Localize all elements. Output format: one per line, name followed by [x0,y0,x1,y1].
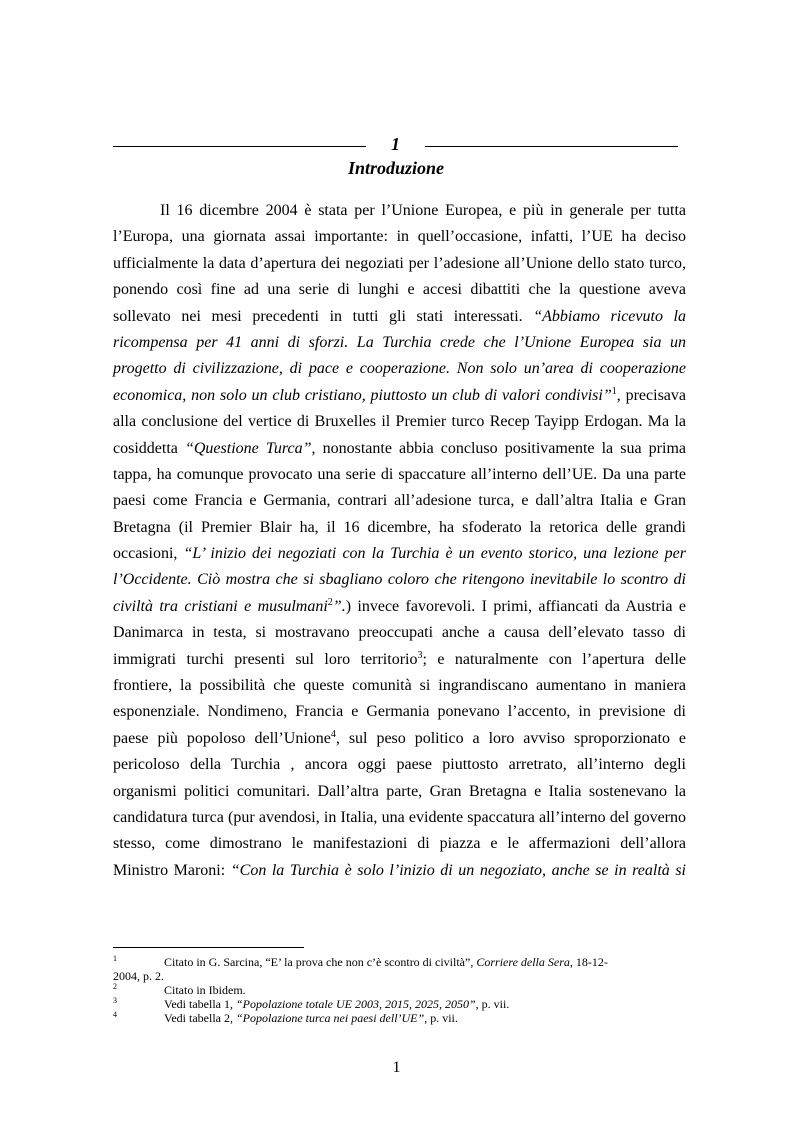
text-line: esponenziale. Nondimeno, Francia e Germania ponevano l’accento, in previsione di [113,703,686,721]
footnote [113,983,686,997]
text-line: sollevato nei mesi precedenti in tutti gli stati interessati. “Abbiamo ricevuto la [113,307,686,325]
page-number: 1 [392,1059,401,1076]
text-line: paese più popoloso dell’Unione$^4$, sul peso politico a loro avviso sproporzionato e [113,728,686,747]
text-line: immigrati turchi presenti sul loro territorio$^3$; e naturalmente con l’apertura delle [113,649,686,668]
text-line: progetto di civilizzazione, di pace e cooperazione. Non solo un’area di cooperazione [113,360,686,378]
text-line: frontiere, la possibilità che queste comunità si ingrandiscano aumentano in maniera [113,677,686,695]
text-line: paesi come Francia e Germania, contrari all’adesione turca, e dall’altra Italia e Gran [113,492,686,510]
text-line: organismi politici comunitari. Dall’altra parte, Gran Bretagna e Italia sostenevano la [113,782,686,800]
text-line: Bretagna (il Premier Blair ha, il 16 dicembre, ha sfoderato la retorica delle grandi [113,518,686,536]
chapter-title: Introduzione [347,158,445,178]
text-line: pericoloso della Turchia , ancora oggi paese piuttosto arretrato, all’interno degli [113,756,686,774]
footnote-number: 2 [113,982,117,991]
text-line: l’Europa, una giornata assai importante: in quell’occasione, infatti, l’UE ha deciso [113,228,686,246]
text-line: ufficialmente la data d’apertura dei negoziati per l’adesione all’Unione dello stato turco, [113,254,686,272]
footnote-ref: 1 [611,385,617,397]
text-line: stesso, come dimostrano le manifestazioni di piazza e le affermazioni dell’allora [113,835,686,853]
footnote [113,997,686,1011]
text-line: Danimarca in testa, si mostravano preoccupati anche a causa dell’elevato tasso di [113,624,686,642]
footnote-number: 4 [113,1010,117,1019]
footnote-text: 2004, p. 2. [113,969,164,983]
footnote-ref: 4 [330,728,336,740]
footnote-text: Vedi tabella 2, “Popolazione turca nei paesi dell’UE”, p. vii. [164,1011,458,1025]
text-line: alla conclusione del vertice di Bruxelles il Premier turco Recep Tayipp Erdogan. Ma la [113,413,686,431]
text-line: tappa, ha comunque provocato una serie di spaccature all’interno dell’UE. Da una parte [113,465,686,483]
footnote [113,1011,686,1025]
footnote-ref: 3 [417,649,423,661]
text-line: candidatura turca (pur avendosi, in Italia, una evidente spaccatura all’interno del governo [113,808,686,826]
body-paragraph [113,198,686,884]
heading-rule-right [425,146,678,147]
text-line: ricompensa per 41 anni di sforzi. La Turchia crede che l’Unione Europea sia un [113,333,686,351]
footnote-text: Citato in Ibidem. [164,983,246,997]
heading-rule-left [113,146,366,147]
text-line: cosiddetta “Questione Turca”, nonostante abbia concluso positivamente la sua prima [113,439,687,457]
text-line: Il 16 dicembre 2004 è stata per l’Unione Europea, e più in generale per tutta [160,202,686,219]
footnote-text: Vedi tabella 1, “Popolazione totale UE 2003, 2015, 2025, 2050”, p. vii. [164,997,510,1011]
text-line: Ministro Maroni: “Con la Turchia è solo l’inizio di un negoziato, anche se in realtà si [113,861,686,879]
footnote [113,955,686,983]
footnotes [113,955,686,1025]
footnote-number: 1 [113,954,117,963]
footnote-number: 3 [113,996,117,1005]
text-line: civiltà tra cristiani e musulmani$^2$”.) invece favorevoli. I primi, affiancati da Austria e [113,596,686,615]
text-line: l’Occidente. Ciò mostra che si sbagliano coloro che ritengono inevitabile lo scontro di [113,571,686,589]
footnote-text: Citato in G. Sarcina, “E’ la prova che non c’è scontro di civiltà”, Corriere della Sera, 18-12- [164,955,608,969]
text-line: ponendo così fine ad una serie di lunghi e accesi dibattiti che la questione aveva [113,281,686,299]
text-line: occasioni, “L’ inizio dei negoziati con la Turchia è un evento storico, una lezione per [113,545,687,563]
footnote-separator [113,947,304,948]
footnote-ref: 2 [327,596,333,608]
chapter-number: 1 [391,134,400,154]
text-line: economica, non solo un club cristiano, piuttosto un club di valori condivisi”$^1$, precisava [113,385,687,404]
